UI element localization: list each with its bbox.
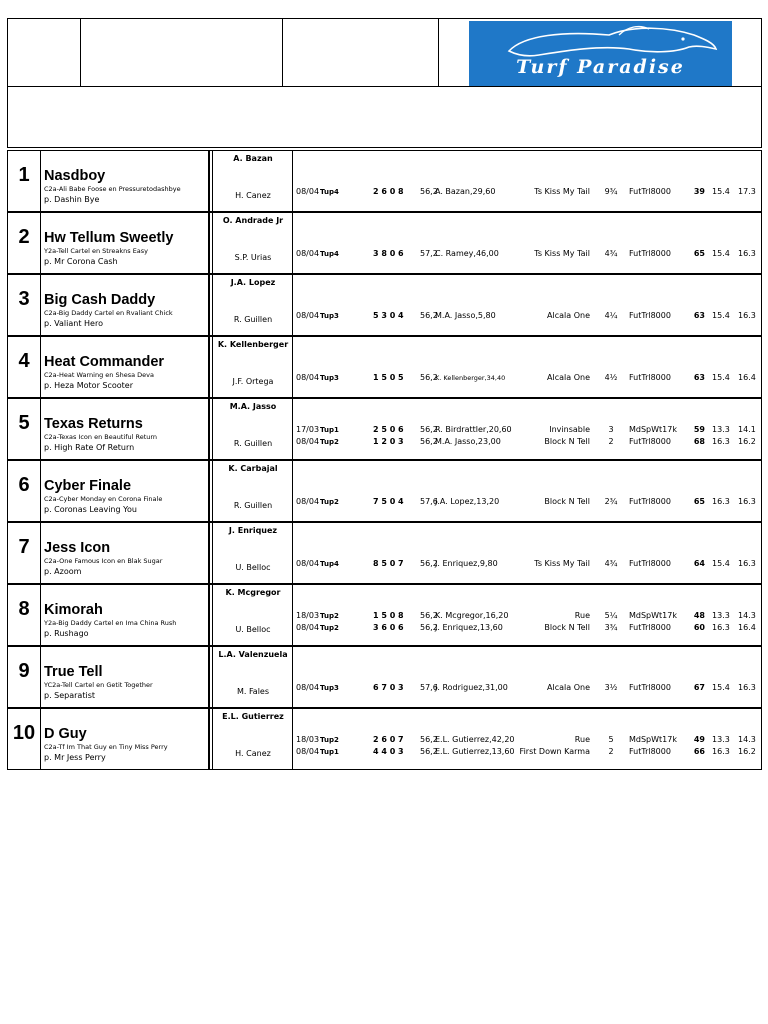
jockey-name: J. Enriquez [228, 526, 278, 535]
horse-name: Big Cash Daddy [44, 292, 156, 308]
race-date: 08/04 [296, 623, 320, 632]
beaten-margin: 3½ [604, 683, 618, 692]
fraction-time-1: 13.3 [712, 735, 730, 744]
jockey-trainer-cell [212, 585, 293, 645]
column-divider [209, 647, 210, 707]
carried-weight: 56,2 [420, 747, 438, 756]
entry-row [7, 646, 762, 708]
fraction-time-2: 16.3 [738, 497, 756, 506]
horse-name: Nasdboy [44, 168, 106, 184]
race-jockey-odds: K. Kellenberger,34,40 [435, 374, 506, 382]
race-class: FutTrl8000 [629, 623, 671, 632]
owner: p. Heza Motor Scooter [44, 381, 134, 390]
horse-cell [41, 461, 209, 521]
past-performance-line [293, 747, 761, 758]
past-performance-cell [293, 399, 761, 459]
jockey-trainer-cell [212, 523, 293, 583]
speed-figure: 65 [693, 497, 705, 506]
fraction-time-2: 16.3 [738, 559, 756, 568]
race-date: 08/04 [296, 373, 320, 382]
pedigree: C2a-Heat Warning en Shesa Deva [44, 371, 154, 379]
owner: p. Mr Corona Cash [44, 257, 118, 266]
race-jockey-odds: J.A. Lopez,13,20 [435, 497, 500, 506]
trainer-name: U. Belloc [235, 625, 271, 634]
column-divider [209, 151, 210, 211]
race-winner: Block N Tell [544, 437, 590, 446]
race-date: 08/04 [296, 311, 320, 320]
jockey-trainer-cell [212, 647, 293, 707]
horse-cell [41, 151, 209, 211]
beaten-margin: 3 [608, 425, 614, 434]
pedigree: Y2a-Big Daddy Cartel en Ima China Rush [44, 619, 177, 627]
race-jockey-odds: C. Ramey,46,00 [435, 249, 499, 258]
horse-cell [41, 213, 209, 273]
race-winner: Alcala One [547, 311, 590, 320]
race-date: 08/04 [296, 559, 320, 568]
race-jockey-odds: J. Rodriguez,31,00 [435, 683, 508, 692]
column-divider [209, 399, 210, 459]
past-performance-cell [293, 647, 761, 707]
column-divider [209, 461, 210, 521]
horse-cell [41, 337, 209, 397]
carried-weight: 56,2 [420, 611, 438, 620]
fraction-time-1: 15.4 [712, 373, 730, 382]
beaten-margin: 9¾ [604, 187, 618, 196]
race-track: Tup3 [320, 312, 339, 320]
race-class: FutTrl8000 [629, 747, 671, 756]
post-number: 2 [8, 213, 41, 273]
jockey-name: K. Carbajal [228, 464, 278, 473]
column-divider [209, 585, 210, 645]
past-performance-cell [293, 523, 761, 583]
horse-name: Cyber Finale [44, 478, 132, 494]
finish-positions: 7 5 0 4 [373, 497, 404, 506]
race-jockey-odds: A. Bazan,29,60 [435, 187, 496, 196]
finish-positions: 3 6 0 6 [373, 623, 404, 632]
finish-positions: 1 5 0 5 [373, 373, 404, 382]
past-performance-line [293, 187, 761, 198]
jockey-name: A. Bazan [233, 154, 273, 163]
jockey-trainer-cell [212, 275, 293, 335]
pedigree: C2a-Tf Im That Guy en Tiny Miss Perry [44, 743, 168, 751]
race-track: Tup1 [320, 748, 339, 756]
past-performance-line [293, 311, 761, 322]
speed-figure: 39 [693, 187, 705, 196]
fraction-time-2: 16.2 [738, 437, 756, 446]
fraction-time-2: 16.3 [738, 249, 756, 258]
trainer-name: S.P. Urias [234, 253, 272, 262]
fraction-time-1: 16.3 [712, 497, 730, 506]
beaten-margin: 4¾ [604, 559, 618, 568]
post-number: 10 [8, 709, 41, 769]
race-winner: Alcala One [547, 683, 590, 692]
owner: p. Mr Jess Perry [44, 753, 106, 762]
jockey-name: J.A. Lopez [230, 278, 276, 287]
owner: p. Coronas Leaving You [44, 505, 137, 514]
fraction-time-2: 14.3 [738, 611, 756, 620]
past-performance-line [293, 735, 761, 746]
race-class: FutTrl8000 [629, 497, 671, 506]
jockey-name: L.A. Valenzuela [218, 650, 288, 659]
race-class: MdSpWt17k [629, 611, 677, 620]
beaten-margin: 5 [608, 735, 614, 744]
post-number: 3 [8, 275, 41, 335]
fraction-time-2: 16.3 [738, 683, 756, 692]
beaten-margin: 3¾ [604, 623, 618, 632]
beaten-margin: 2 [608, 437, 614, 446]
race-winner: Block N Tell [544, 497, 590, 506]
fraction-time-2: 16.2 [738, 747, 756, 756]
beaten-margin: 4½ [604, 373, 618, 382]
race-date: 08/04 [296, 747, 320, 756]
horse-cell [41, 585, 209, 645]
fraction-time-2: 17.3 [738, 187, 756, 196]
beaten-margin: 2¾ [604, 497, 618, 506]
race-jockey-odds: M.A. Jasso,5,80 [435, 311, 496, 320]
race-track: Tup2 [320, 736, 339, 744]
column-divider [209, 337, 210, 397]
jockey-name: K. Mcgregor [225, 588, 281, 597]
pedigree: Y2a-Tell Cartel en Streakns Easy [44, 247, 149, 255]
past-performance-line [293, 611, 761, 622]
trainer-name: M. Fales [236, 687, 270, 696]
past-performance-cell [293, 275, 761, 335]
race-track: Tup4 [320, 250, 339, 258]
race-winner: Ts Kiss My Tail [534, 249, 590, 258]
fraction-time-2: 14.3 [738, 735, 756, 744]
jockey-trainer-cell [212, 461, 293, 521]
race-jockey-odds: M.A. Jasso,23,00 [435, 437, 501, 446]
horse-cell [41, 647, 209, 707]
carried-weight: 56,2 [420, 623, 438, 632]
fraction-time-1: 16.3 [712, 747, 730, 756]
trainer-name: H. Canez [235, 749, 271, 758]
race-jockey-odds: E.L. Gutierrez,13,60 [435, 747, 515, 756]
speed-figure: 67 [693, 683, 705, 692]
speed-figure: 48 [693, 611, 705, 620]
past-performance-line [293, 437, 761, 448]
race-winner: Ts Kiss My Tail [534, 559, 590, 568]
owner: p. Azoom [44, 567, 82, 576]
fraction-time-1: 16.3 [712, 437, 730, 446]
trainer-name: U. Belloc [235, 563, 271, 572]
race-track: Tup2 [320, 438, 339, 446]
horse-name: Kimorah [44, 602, 103, 618]
race-winner: Rue [574, 735, 590, 744]
race-winner: Alcala One [547, 373, 590, 382]
race-class: FutTrl8000 [629, 311, 671, 320]
carried-weight: 56,2 [420, 187, 438, 196]
past-performance-cell [293, 337, 761, 397]
past-performance-line [293, 497, 761, 508]
entry-row [7, 212, 762, 274]
finish-positions: 4 4 0 3 [373, 747, 404, 756]
speed-figure: 66 [693, 747, 705, 756]
header-cell-2 [81, 19, 283, 86]
owner: p. Separatist [44, 691, 95, 700]
post-number: 6 [8, 461, 41, 521]
finish-positions: 1 5 0 8 [373, 611, 404, 620]
horse-name: Hw Tellum Sweetly [44, 230, 174, 246]
fraction-time-1: 13.3 [712, 611, 730, 620]
past-performance-line [293, 425, 761, 436]
carried-weight: 56,2 [420, 425, 438, 434]
fraction-time-2: 16.3 [738, 311, 756, 320]
horse-cell [41, 275, 209, 335]
speed-figure: 63 [693, 373, 705, 382]
header-top-band [8, 19, 761, 87]
horse-name: True Tell [44, 664, 103, 680]
race-date: 18/03 [296, 611, 320, 620]
trainer-name: R. Guillen [233, 501, 273, 510]
column-divider [209, 709, 210, 769]
finish-positions: 3 8 0 6 [373, 249, 404, 258]
fraction-time-1: 16.3 [712, 623, 730, 632]
speed-figure: 63 [693, 311, 705, 320]
race-date: 08/04 [296, 249, 320, 258]
jockey-name: M.A. Jasso [229, 402, 277, 411]
finish-positions: 5 3 0 4 [373, 311, 404, 320]
race-class: FutTrl8000 [629, 373, 671, 382]
past-performance-line [293, 373, 761, 384]
owner: p. Rushago [44, 629, 89, 638]
post-number: 1 [8, 151, 41, 211]
horse-name: Jess Icon [44, 540, 111, 556]
past-performance-line [293, 249, 761, 260]
entry-row [7, 398, 762, 460]
beaten-margin: 4¾ [604, 249, 618, 258]
jockey-name: O. Andrade Jr [222, 216, 284, 225]
race-date: 08/04 [296, 683, 320, 692]
header-box [7, 18, 762, 148]
column-divider [209, 213, 210, 273]
pedigree: C2a-Ali Babe Foose en Pressuretodashbye [44, 185, 181, 193]
race-track: Tup3 [320, 684, 339, 692]
finish-positions: 2 6 0 8 [373, 187, 404, 196]
beaten-margin: 4¼ [604, 311, 618, 320]
race-jockey-odds: J. Enriquez,9,80 [435, 559, 498, 568]
race-jockey-odds: K. Mcgregor,16,20 [435, 611, 509, 620]
finish-positions: 1 2 0 3 [373, 437, 404, 446]
post-number: 4 [8, 337, 41, 397]
past-performance-line [293, 623, 761, 634]
carried-weight: 56,2 [420, 735, 438, 744]
race-track: Tup3 [320, 374, 339, 382]
column-divider [209, 275, 210, 335]
past-performance-line [293, 559, 761, 570]
entry-row [7, 584, 762, 646]
entry-row [7, 522, 762, 584]
logo-text: Turf Paradise [516, 56, 685, 78]
pedigree: C2a-Big Daddy Cartel en Rvaliant Chick [44, 309, 173, 317]
speed-figure: 68 [693, 437, 705, 446]
carried-weight: 56,2 [420, 437, 438, 446]
owner: p. Dashin Bye [44, 195, 100, 204]
finish-positions: 6 7 0 3 [373, 683, 404, 692]
race-class: FutTrl8000 [629, 187, 671, 196]
fraction-time-1: 15.4 [712, 311, 730, 320]
header-cell-3 [283, 19, 439, 86]
past-performance-cell [293, 585, 761, 645]
entry-row [7, 150, 762, 212]
turf-paradise-logo [469, 21, 732, 86]
trainer-name: R. Guillen [233, 439, 273, 448]
post-number: 9 [8, 647, 41, 707]
horse-name: D Guy [44, 726, 87, 742]
past-performance-cell [293, 151, 761, 211]
carried-weight: 57,6 [420, 497, 438, 506]
race-class: FutTrl8000 [629, 437, 671, 446]
past-performance-cell [293, 461, 761, 521]
owner: p. Valiant Hero [44, 319, 103, 328]
race-winner: Invinsable [549, 425, 590, 434]
race-winner: First Down Karma [519, 747, 590, 756]
race-class: MdSpWt17k [629, 425, 677, 434]
race-class: FutTrl8000 [629, 559, 671, 568]
race-winner: Rue [574, 611, 590, 620]
jockey-trainer-cell [212, 213, 293, 273]
carried-weight: 56,2 [420, 311, 438, 320]
race-jockey-odds: E.L. Gutierrez,42,20 [435, 735, 515, 744]
fraction-time-1: 15.4 [712, 683, 730, 692]
pedigree: C2a-Texas Icon en Beautiful Return [44, 433, 158, 441]
trainer-name: R. Guillen [233, 315, 273, 324]
jockey-trainer-cell [212, 399, 293, 459]
race-track: Tup1 [320, 426, 339, 434]
jockey-trainer-cell [212, 709, 293, 769]
speed-figure: 65 [693, 249, 705, 258]
finish-positions: 2 6 0 7 [373, 735, 404, 744]
beaten-margin: 2 [608, 747, 614, 756]
jockey-trainer-cell [212, 151, 293, 211]
entry-row [7, 274, 762, 336]
speed-figure: 60 [693, 623, 705, 632]
speed-figure: 64 [693, 559, 705, 568]
carried-weight: 57,2 [420, 249, 438, 258]
horse-name: Texas Returns [44, 416, 143, 432]
fraction-time-2: 16.4 [738, 373, 756, 382]
horse-name: Heat Commander [44, 354, 165, 370]
post-number: 5 [8, 399, 41, 459]
race-track: Tup2 [320, 624, 339, 632]
jockey-name: E.L. Gutierrez [222, 712, 284, 721]
carried-weight: 56,2 [420, 373, 438, 382]
race-track: Tup2 [320, 612, 339, 620]
horse-cell [41, 399, 209, 459]
entry-row [7, 708, 762, 770]
fraction-time-1: 15.4 [712, 187, 730, 196]
race-class: MdSpWt17k [629, 735, 677, 744]
post-number: 8 [8, 585, 41, 645]
past-performance-cell [293, 213, 761, 273]
race-date: 08/04 [296, 437, 320, 446]
past-performance-line [293, 683, 761, 694]
pedigree: C2a-Cyber Monday en Corona Finale [44, 495, 163, 503]
fraction-time-2: 16.4 [738, 623, 756, 632]
trainer-name: J.F. Ortega [232, 377, 274, 386]
header-cell-1 [8, 19, 81, 86]
jockey-name: K. Kellenberger [217, 340, 289, 349]
carried-weight: 57,6 [420, 683, 438, 692]
beaten-margin: 5¼ [604, 611, 618, 620]
horse-cell [41, 709, 209, 769]
race-jockey-odds: J. Enriquez,13,60 [435, 623, 503, 632]
trainer-name: H. Canez [235, 191, 271, 200]
entry-row [7, 336, 762, 398]
owner: p. High Rate Of Return [44, 443, 135, 452]
past-performance-cell [293, 709, 761, 769]
pedigree: YC2a-Tell Cartel en Getit Together [44, 681, 153, 689]
race-track: Tup4 [320, 560, 339, 568]
race-winner: Ts Kiss My Tail [534, 187, 590, 196]
fraction-time-2: 14.1 [738, 425, 756, 434]
race-class: FutTrl8000 [629, 683, 671, 692]
race-track: Tup4 [320, 188, 339, 196]
finish-positions: 2 5 0 6 [373, 425, 404, 434]
finish-positions: 8 5 0 7 [373, 559, 404, 568]
race-date: 08/04 [296, 187, 320, 196]
race-class: FutTrl8000 [629, 249, 671, 258]
race-track: Tup2 [320, 498, 339, 506]
fraction-time-1: 15.4 [712, 249, 730, 258]
race-date: 08/04 [296, 497, 320, 506]
post-number: 7 [8, 523, 41, 583]
entry-row [7, 460, 762, 522]
race-winner: Block N Tell [544, 623, 590, 632]
carried-weight: 56,2 [420, 559, 438, 568]
jockey-trainer-cell [212, 337, 293, 397]
race-date: 17/03 [296, 425, 320, 434]
fraction-time-1: 15.4 [712, 559, 730, 568]
pedigree: C2a-One Famous Icon en Blak Sugar [44, 557, 163, 565]
fraction-time-1: 13.3 [712, 425, 730, 434]
speed-figure: 49 [693, 735, 705, 744]
horse-cell [41, 523, 209, 583]
column-divider [209, 523, 210, 583]
speed-figure: 59 [693, 425, 705, 434]
race-date: 18/03 [296, 735, 320, 744]
race-jockey-odds: R. Birdrattler,20,60 [435, 425, 512, 434]
